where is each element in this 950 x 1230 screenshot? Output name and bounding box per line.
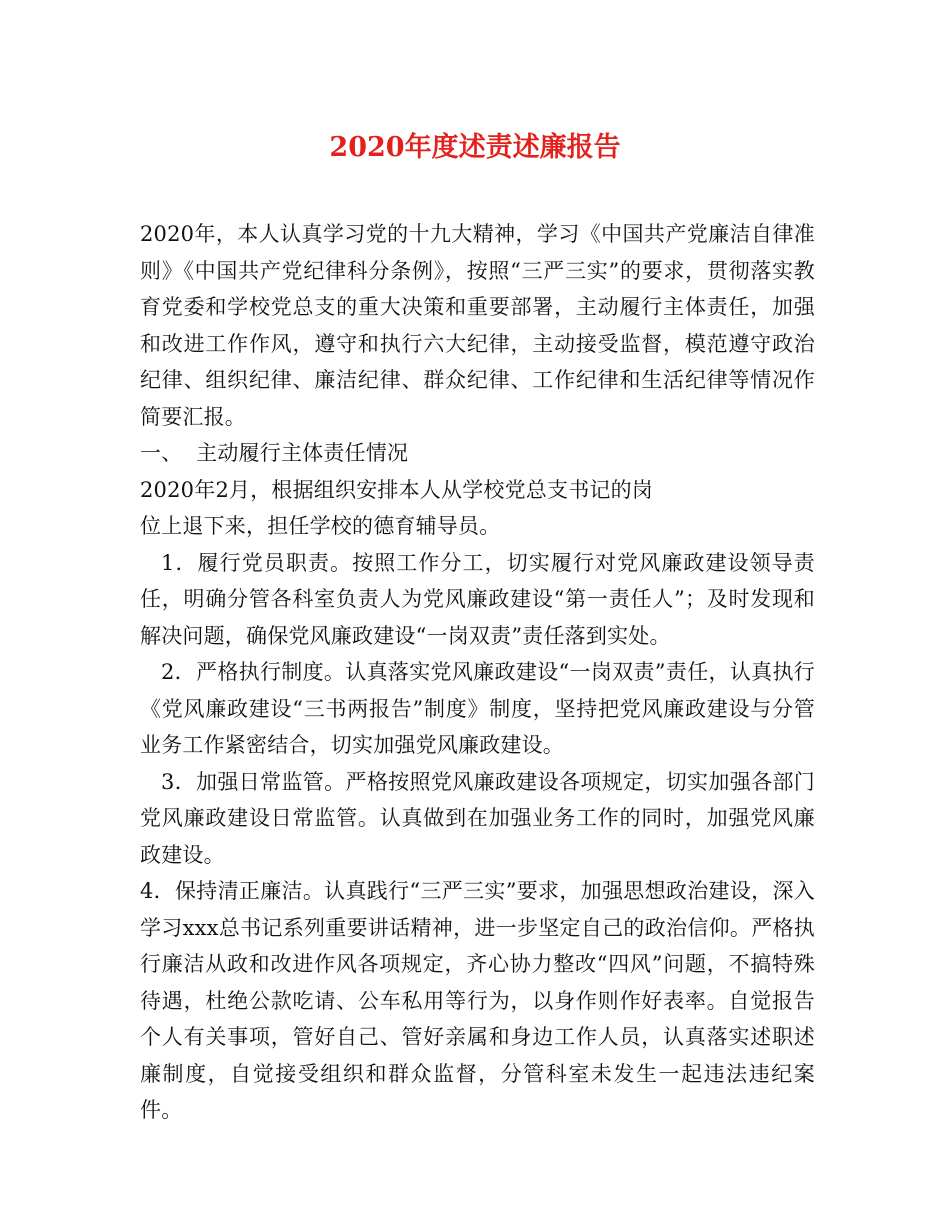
intro-paragraph: 2020年，本人认真学习党的十九大精神，学习《中国共产党廉洁自律准则》《中国共产党纪律科分条例》，按照“三严三实”的要求，贯彻落实教育党委和学校党总支的重大决策和重要部署，主动履行主体责任，加强和改进工作作风，遵守和执行六大纪律，主动接受监督，模范遵守政治纪律、组织纪律、廉洁纪律、群众纪律、工作纪律和生活纪律等情况作简要汇报。	[140, 222, 815, 429]
paragraph-item-2: 2．严格执行制度。认真落实党风廉政建设“一岗双责”责任，认真执行《党风廉政建设“三书两报告”制度》制度，坚持把党风廉政建设与分管业务工作紧密结合，切实加强党风廉政建设。	[140, 660, 815, 757]
paragraph-item-4: 4．保持清正廉洁。认真践行“三严三实”要求，加强思想政治建设，深入学习xxx总书记系列重要讲话精神，进一步坚定自己的政治信仰。严格执行廉洁从政和改进作风各项规定，齐心协力整改“四风”问题，不搞特殊待遇，杜绝公款吃请、公车私用等行为，以身作则作好表率。自觉报告个人有关事项，管好自己、管好亲属和身边工作人员，认真落实述职述廉制度，自觉接受组织和群众监督，分管科室未发生一起违法违纪案件。	[140, 879, 815, 1122]
section-heading-1: 一、 主动履行主体责任情况	[140, 441, 409, 465]
paragraph-appointment-line-1: 2020年2月，根据组织安排本人从学校党总支书记的岗	[140, 477, 654, 502]
paragraph-item-1: 1．履行党员职责。按照工作分工，切实履行对党风廉政建设领导责任，明确分管各科室负责人为党风廉政建设“第一责任人”；及时发现和解决问题，确保党风廉政建设“一岗双责”责任落到实处。	[140, 550, 815, 648]
paragraph-item-3: 3．加强日常监管。严格按照党风廉政建设各项规定，切实加强各部门党风廉政建设日常监管。认真做到在加强业务工作的同时，加强党风廉政建设。	[140, 769, 815, 867]
document-body	[140, 216, 815, 1129]
paragraph-appointment-line-2: 位上退下来，担任学校的德育辅导员。	[140, 514, 501, 538]
document-title: 2020年度述责述廉报告	[329, 132, 621, 163]
